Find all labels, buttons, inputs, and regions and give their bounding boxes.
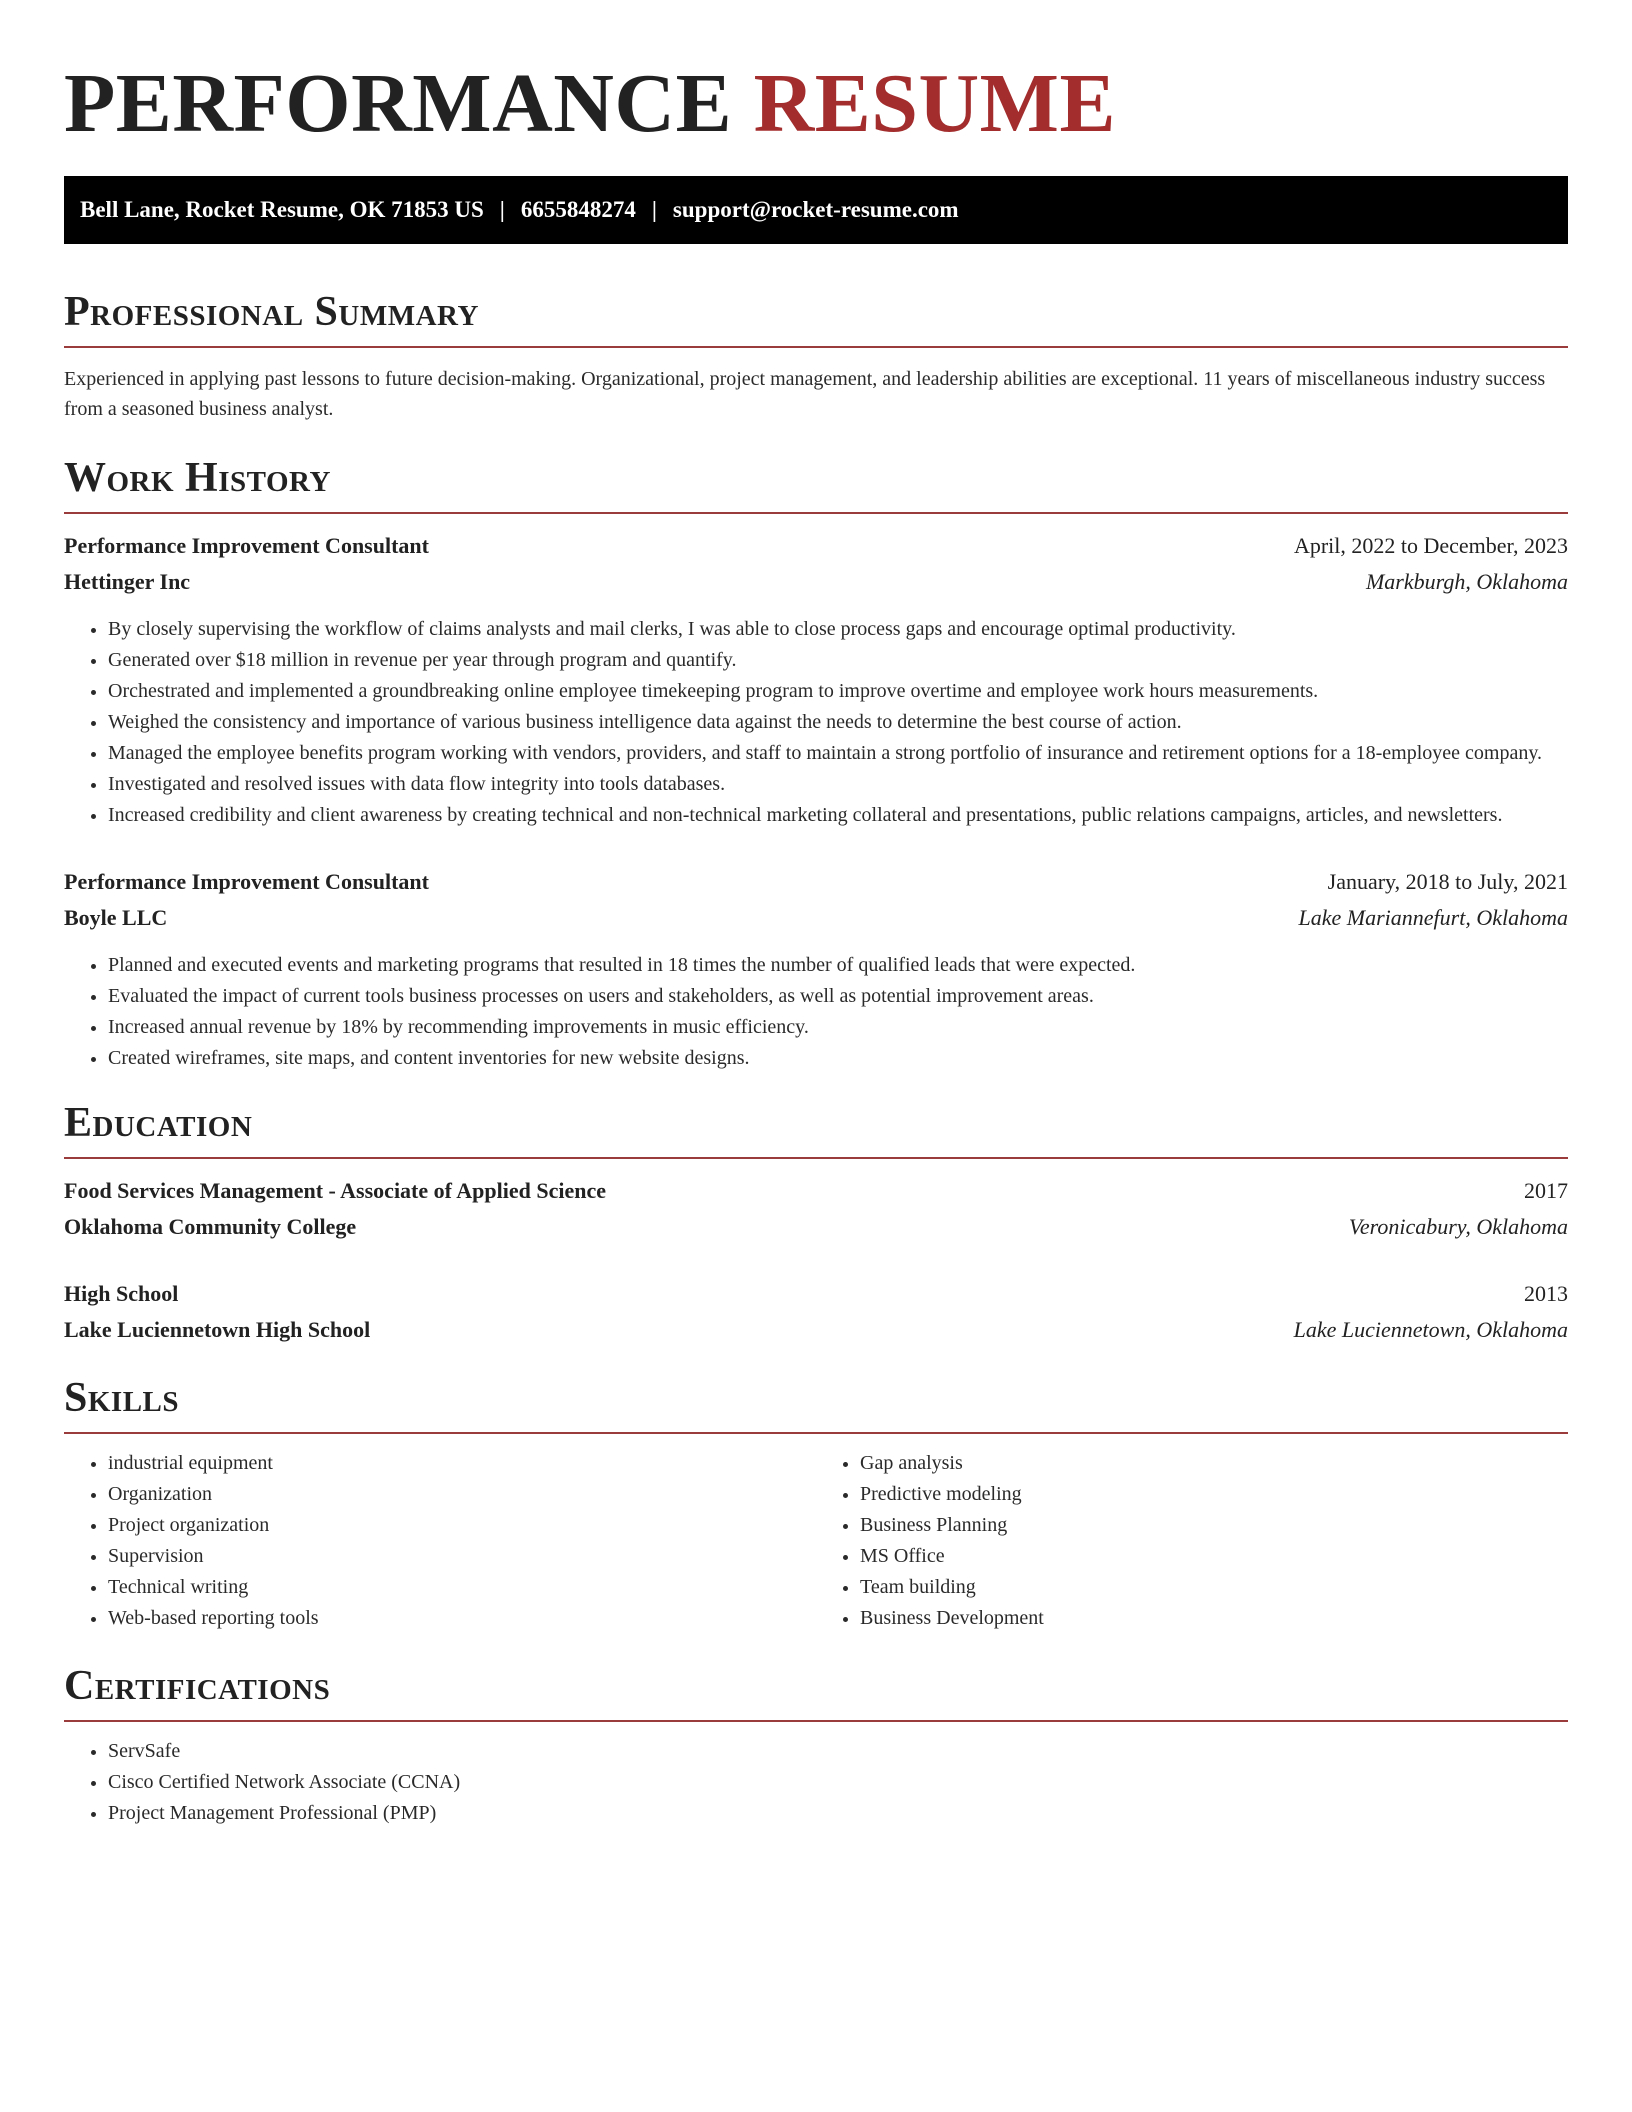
list-item: • Evaluated the impact of current tools business processes on users and stakeholders, as well as potential improvement areas. <box>108 981 1568 1011</box>
job-title: Performance Improvement Consultant <box>64 869 429 894</box>
list-item: • Organization <box>108 1479 816 1509</box>
job-company: Hettinger Inc <box>64 569 191 594</box>
list-item: • Gap analysis <box>860 1448 1568 1478</box>
section-heading: Education <box>64 1100 253 1146</box>
list-item: • Predictive modeling <box>860 1479 1568 1509</box>
section-heading: Certifications <box>64 1663 331 1709</box>
list-item: • Team building <box>860 1572 1568 1602</box>
education-degree-row <box>64 1276 1568 1312</box>
job-company-row <box>64 564 1568 600</box>
job-title-row <box>64 528 1568 564</box>
list-item: • industrial equipment <box>108 1448 816 1478</box>
list-item: • Business Development <box>860 1603 1568 1633</box>
list-item: • Cisco Certified Network Associate (CCNA) <box>108 1767 1568 1797</box>
list-item: • Project organization <box>108 1510 816 1540</box>
job-bullets <box>64 950 1568 1073</box>
summary-text: Experienced in applying past lessons to future decision-making. Organizational, project management, and leadership abilities are exceptional. 11 years of miscellaneous industry success from a seasoned business analyst. <box>64 368 1546 420</box>
education-location: Lake Luciennetown, Oklahoma <box>1293 1317 1568 1342</box>
education-school-row <box>64 1209 1568 1245</box>
certifications-section <box>64 1660 1568 1828</box>
list-item: • Web-based reporting tools <box>108 1603 816 1633</box>
section-heading: Skills <box>64 1375 180 1421</box>
education-degree: High School <box>64 1281 179 1306</box>
education-school-row <box>64 1312 1568 1348</box>
job-location: Lake Mariannefurt, Oklahoma <box>1298 905 1568 930</box>
list-item: • Created wireframes, site maps, and content inventories for new website designs. <box>108 1043 1568 1073</box>
contact-bar <box>64 176 1568 244</box>
education-year: 2017 <box>1524 1178 1568 1203</box>
section-divider <box>64 1157 1568 1159</box>
education-school: Lake Luciennetown High School <box>64 1317 371 1342</box>
skills-column-right <box>816 1448 1568 1634</box>
job-entry <box>64 864 1568 1073</box>
title-accent: RESUME <box>753 57 1116 150</box>
list-item: • Weighed the consistency and importance of various business intelligence data against the needs to determine the best course of action. <box>108 707 1568 737</box>
list-item: • Business Planning <box>860 1510 1568 1540</box>
job-company: Boyle LLC <box>64 905 168 930</box>
education-year: 2013 <box>1524 1281 1568 1306</box>
list-item: • Increased credibility and client awareness by creating technical and non-technical marketing collateral and presentations, public relations campaigns, articles, and newsletters. <box>108 800 1568 830</box>
section-divider <box>64 1720 1568 1722</box>
contact-separator: | <box>651 197 657 222</box>
title-main: PERFORMANCE <box>64 57 733 150</box>
contact-address: Bell Lane, Rocket Resume, OK 71853 US <box>80 197 484 222</box>
section-divider <box>64 346 1568 348</box>
job-title: Performance Improvement Consultant <box>64 533 429 558</box>
contact-separator: | <box>499 197 505 222</box>
job-location: Markburgh, Oklahoma <box>1365 569 1568 594</box>
job-bullets <box>64 614 1568 830</box>
list-item: • Generated over $18 million in revenue per year through program and quantify. <box>108 645 1568 675</box>
list-item: • Managed the employee benefits program working with vendors, providers, and staff to maintain a strong portfolio of insurance and retirement options for a 18-employee company. <box>108 738 1568 768</box>
education-entry <box>64 1173 1568 1245</box>
contact-email: support@rocket-resume.com <box>672 197 959 222</box>
list-item: • Orchestrated and implemented a groundbreaking online employee timekeeping program to improve overtime and employee work hours measurements. <box>108 676 1568 706</box>
skills-section <box>64 1372 1568 1634</box>
job-title-row <box>64 864 1568 900</box>
list-item: • Project Management Professional (PMP) <box>108 1798 1568 1828</box>
certifications-list <box>64 1736 1568 1828</box>
education-degree-row <box>64 1173 1568 1209</box>
list-item: • MS Office <box>860 1541 1568 1571</box>
education-entry <box>64 1276 1568 1348</box>
list-item: • Increased annual revenue by 18% by recommending improvements in music efficiency. <box>108 1012 1568 1042</box>
summary-section <box>64 286 1568 424</box>
job-dates: January, 2018 to July, 2021 <box>1327 869 1568 894</box>
contact-phone: 6655848274 <box>520 197 636 222</box>
section-heading: Work History <box>64 455 331 501</box>
list-item: • Planned and executed events and marketing programs that resulted in 18 times the number of qualified leads that were expected. <box>108 950 1568 980</box>
work-history-section <box>64 452 1568 1073</box>
job-entry <box>64 528 1568 830</box>
resume-title <box>64 0 1568 176</box>
education-degree: Food Services Management - Associate of Applied Science <box>64 1178 606 1203</box>
job-company-row <box>64 900 1568 936</box>
list-item: • Supervision <box>108 1541 816 1571</box>
skills-grid <box>64 1448 1568 1634</box>
education-section <box>64 1097 1568 1348</box>
list-item: • Technical writing <box>108 1572 816 1602</box>
section-divider <box>64 1432 1568 1434</box>
section-divider <box>64 512 1568 514</box>
education-location: Veronicabury, Oklahoma <box>1348 1214 1568 1239</box>
job-dates: April, 2022 to December, 2023 <box>1293 533 1568 558</box>
skills-column-left <box>64 1448 816 1634</box>
section-heading: Professional Summary <box>64 289 479 335</box>
list-item: • Investigated and resolved issues with data flow integrity into tools databases. <box>108 769 1568 799</box>
education-school: Oklahoma Community College <box>64 1214 357 1239</box>
list-item: • By closely supervising the workflow of claims analysts and mail clerks, I was able to close process gaps and encourage optimal productivity. <box>108 614 1568 644</box>
list-item: • ServSafe <box>108 1736 1568 1766</box>
